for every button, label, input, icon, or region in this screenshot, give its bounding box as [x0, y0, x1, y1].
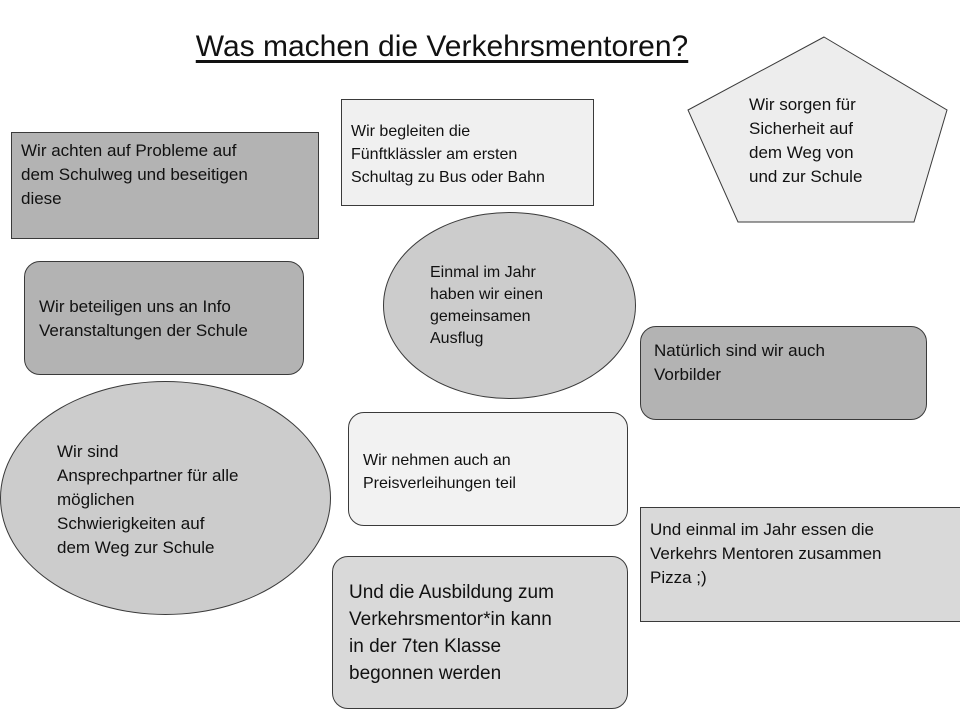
ellipse-ausflug-text: Einmal im Jahr haben wir einen gemeinsamen Ausflug — [430, 264, 543, 347]
box-begleiten — [341, 99, 594, 206]
box-info-text: Wir beteiligen uns an Info Veranstaltungen der Schule — [39, 297, 248, 340]
box-preisverleihungen-text: Wir nehmen auch an Preisverleihungen teil — [363, 452, 516, 492]
page-title: Was machen die Verkehrsmentoren? — [195, 30, 689, 63]
box-info — [24, 261, 304, 375]
ellipse-ansprechpartner-text: Wir sind Ansprechpartner für alle möglichen Schwierigkeiten auf dem Weg zur Schule — [57, 442, 239, 557]
box-probleme — [11, 132, 319, 239]
box-ausbildung — [332, 556, 628, 709]
ellipse-ausflug — [383, 212, 636, 399]
box-vorbilder-text: Natürlich sind wir auch Vorbilder — [654, 341, 826, 384]
box-ausbildung-text: Und die Ausbildung zum Verkehrsmentor*in kann in der 7ten Klasse begonnen werden — [349, 582, 554, 684]
box-pizza — [640, 507, 960, 622]
box-probleme-text: Wir achten auf Probleme auf dem Schulweg und beseitigen diese — [21, 141, 248, 208]
box-begleiten-text: Wir begleiten die Fünftklässler am ersten Schultag zu Bus oder Bahn — [351, 123, 545, 186]
ellipse-ansprechpartner — [0, 381, 331, 615]
box-pizza-text: Und einmal im Jahr essen die Verkehrs Mentoren zusammen Pizza ;) — [650, 520, 882, 587]
box-vorbilder — [640, 326, 927, 420]
box-preisverleihungen — [348, 412, 628, 526]
pentagon-sicherheit-text: Wir sorgen für Sicherheit auf dem Weg von und zur Schule — [749, 95, 863, 186]
